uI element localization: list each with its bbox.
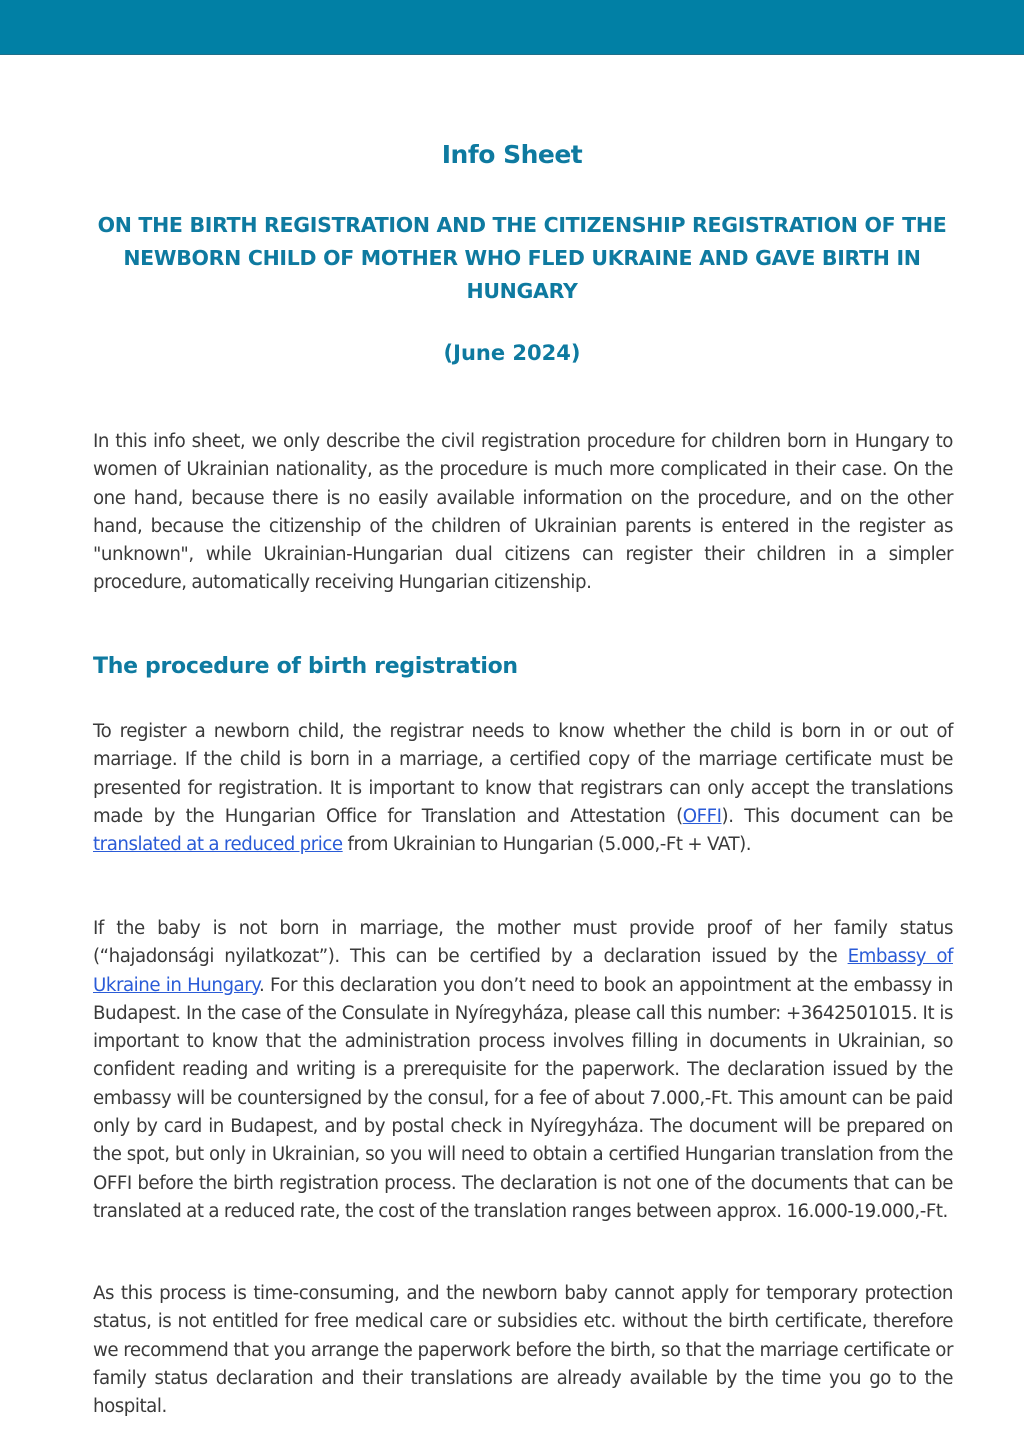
intro-paragraph: In this info sheet, we only describe the civil registration procedure for children born in Hungary to women of Ukrainian nationality, as the procedure is much more complicated in their case. On the one hand, because there is no easily available information on the procedure, and on the other hand, because the citizenship of the children of Ukrainian parents is entered in the register as "unknown", while Ukrainian-Hungarian dual citizens can register their children in a simpler procedure, automatically receiving Hungarian citizenship.	[93, 431, 953, 594]
section-heading: The procedure of birth registration	[93, 654, 518, 679]
paragraph-text: If the baby is not born in marriage, the mother must provide proof of her family status (“hajadonsági nyilatkozat”). This can be certified by a declaration issued by the	[93, 918, 953, 968]
paragraph-text: . For this declaration you don’t need to book an appointment at the embassy in Budapest. In the case of the Consulate in Nyíregyháza, please call this number: +3642501015. It is important to know that the administration process involves filling in documents in Ukrainian, so confident reading and writing is a prerequisite for the paperwork. The declaration issued by the embassy will be countersigned by the consul, for a fee of about 7.000,-Ft. This amount can be paid only by card in Budapest, and by postal check in Nyíregyháza. The document will be prepared on the spot, but only in Ukrainian, so you will need to obtain a certified Hungarian translation from the OFFI before the birth registration process. The declaration is not one of the documents that can be translated at a reduced rate, the cost of the translation ranges between approx. 16.000-19.000,-Ft.	[93, 974, 953, 1222]
paragraph-recommendation: As this process is time-consuming, and the newborn baby cannot apply for temporary protection status, is not entitled for free medical care or subsidies etc. without the birth certificate, therefore we recommend that you arrange the paperwork before the birth, so that the marriage certificate or family status declaration and their translations are already available by the time you go to the hospital.	[93, 1283, 953, 1418]
paragraph-text: To register a newborn child, the registrar needs to know whether the child is born in or out of marriage. If the child is born in a marriage, a certified copy of the marriage certificate must be presented for registration. It is important to know that registrars can only accept the translations made by the Hungarian Office for Translation and Attestation (	[93, 721, 953, 827]
document-subtitle: ON THE BIRTH REGISTRATION AND THE CITIZENSHIP REGISTRATION OF THE NEWBORN CHILD OF MOTHER WHO FLED UKRAINE AND GAVE BIRTH IN HUNGARY	[97, 213, 947, 303]
page-title: Info Sheet	[441, 140, 583, 169]
reduced-price-translation-link[interactable]: translated at a reduced price	[93, 834, 343, 856]
paragraph-marriage-certificate	[93, 718, 953, 859]
header-bar	[0, 0, 1024, 55]
embassy-of-ukraine-link[interactable]: Embassy of Ukraine in Hungary	[93, 946, 953, 996]
offi-link[interactable]: OFFI	[682, 805, 722, 827]
paragraph-family-status	[93, 915, 953, 1226]
paragraph-text: ). This document can be	[721, 805, 953, 827]
paragraph-text: from Ukrainian to Hungarian (5.000,-Ft + VAT).	[342, 834, 752, 856]
document-date: (June 2024)	[443, 341, 581, 365]
